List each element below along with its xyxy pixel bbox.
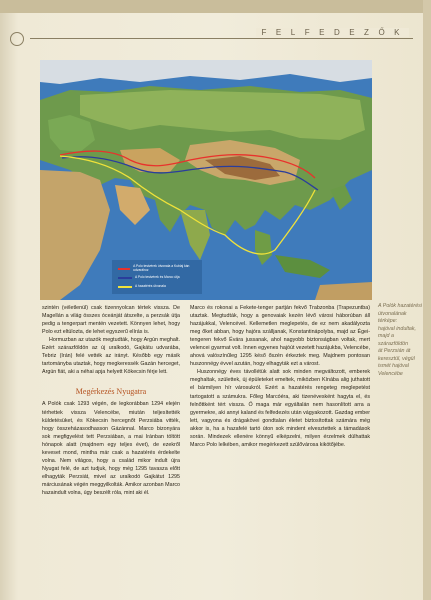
route-map — [40, 60, 372, 300]
map-caption — [378, 303, 424, 378]
paragraph: szintén (véletlenül) csak tizennyolcan tértek vissza. De Magellán a világ összes óceánját átszelte, a perzsák útja pedig a tengerpart mentén vezetett. Könnyen lehet, hogy Polo ezt eltúlozta, de lehet egyszerű elírás is. — [42, 305, 180, 336]
header-ornament — [10, 32, 24, 46]
section-heading: Megérkezés Nyugatra — [75, 387, 147, 397]
paragraph: Hormuzban az utazók megtudták, hogy Argún meghalt. Ezért szárazföldön az új uralkodó, Gajkátu udvarába, Tebriz (Irán) felé vették az irányt. Később egy másik tartományba utaztak, hogy megkeressék Gazán herceget, Argún fiát, aki a néhai apja helyett Kökecsin férje lett. — [42, 337, 180, 376]
legend-label: A Polo testvérek és Marco útja — [135, 274, 180, 279]
caption-line: térképe: — [378, 318, 398, 324]
running-title: FELFEDEZŐK — [256, 28, 409, 37]
legend-item — [118, 264, 196, 273]
legend-label: A hazatérés útvonala — [135, 283, 166, 288]
caption-line: útvonalának — [378, 310, 407, 317]
caption-line: hajóval indultak, — [378, 325, 416, 332]
page-edge — [423, 0, 431, 600]
legend-item — [118, 282, 196, 291]
caption-line: Velencébe — [378, 370, 403, 377]
paragraph: Marco és rokonai a Fekete-tenger partján fekvő Trabzonba (Trapezuntba) utaztak. Megtudták, hogy a genovaiak kezén lévő városi háborúban áll hazájukkal, Velencével. Kellemetlen meglepetés, de ez nem akadályozta meg őket abban, hogy hajóra szálljanak, Konstantinápolyba, majd az Égei-tengeren fekvő Évára jussanak, ahol nagyobb biztonságban voltak, mert velencei gyarmat volt. Innen egyenes hajóút vezetett hazájukba, Velencébe, ahová valószínűleg 1295 késő őszén érkeztek meg. Majdnem pontosan huszonnégy évvel azután, hogy elhagyták ezt a várost. — [190, 305, 370, 368]
caption-line: át Perzsián át — [378, 348, 411, 354]
left-text-column — [42, 304, 180, 497]
legend-swatch — [118, 286, 132, 288]
caption-line: A Polók hazatérési — [378, 303, 422, 309]
legend-item — [118, 273, 196, 282]
right-text-column — [190, 304, 370, 449]
legend-label: A Polo testvérek útvonala a Kublaj kán udvarához — [133, 263, 190, 272]
caption-line: keresztül, végül — [378, 355, 415, 362]
legend-swatch — [118, 268, 130, 270]
map-illustration — [40, 60, 372, 300]
top-edge-band — [0, 0, 431, 13]
caption-line: ismét hajóval — [378, 363, 409, 369]
caption-line: majd a szárazföldön — [378, 333, 409, 347]
paragraph: A Polók csak 1293 végén, de legkorábban 1294 elején térhettek vissza Velencébe, miután teljesítették küldetésüket, és Kökecsin hercegnőt Perzsiába vitték, hogy összeházasodhasson Gázánnal. Marco bizonyára sok megfigyelést tett Perzsiában, a mai Iránban töltött hónapok alatt (majdnem egy teljes évet), de ezekről keveset mond, mintha már csak a hazatérés érdekelte volna. Nem világos, hogy a család mikor indult újra Nyugat felé, de azt tudjuk, hogy még 1295 tavasza előtt elhagyták Perzsiát, mivel az uralkodó Gajkátut 1295 márciusának végén meggyilkolták. Amikor azonban Marco hazaindult volna, úgy beszélt róla, mint aki él. — [42, 401, 180, 496]
header-rule — [30, 38, 413, 39]
legend-swatch — [118, 277, 132, 279]
map-legend — [118, 264, 196, 291]
paragraph: Huszonnégy éves távollétük alatt sok minden megváltozott, emberek meghaltak, születtek, új épületeket emeltek, miközben Kínába alig juthatott el bármilyen hír városukról. Ezért a hazatérés rengeteg meglepetést tartogatott a számukra. Főleg Marcóéra, aki tizenévesként hagyta el, és felnőttként tért vissza. Ő maga már egyáltalán nem hasonlított arra a gyermekre, aki annyi kaland és felfedezés után vágyakozott. Gazdag ember lett, vagyona és drágakövei gondtalan életet biztosítottak számára még akkor is, ha a hazafelé tartó úton sok mindent elvesztettek a támadások során. Mindezek ellenére könnyű elképzelni, milyen érzelmek dúlhattak Marco Polo lelkében, amikor megérkezett szülővárosa kikötőjébe. — [190, 369, 370, 448]
